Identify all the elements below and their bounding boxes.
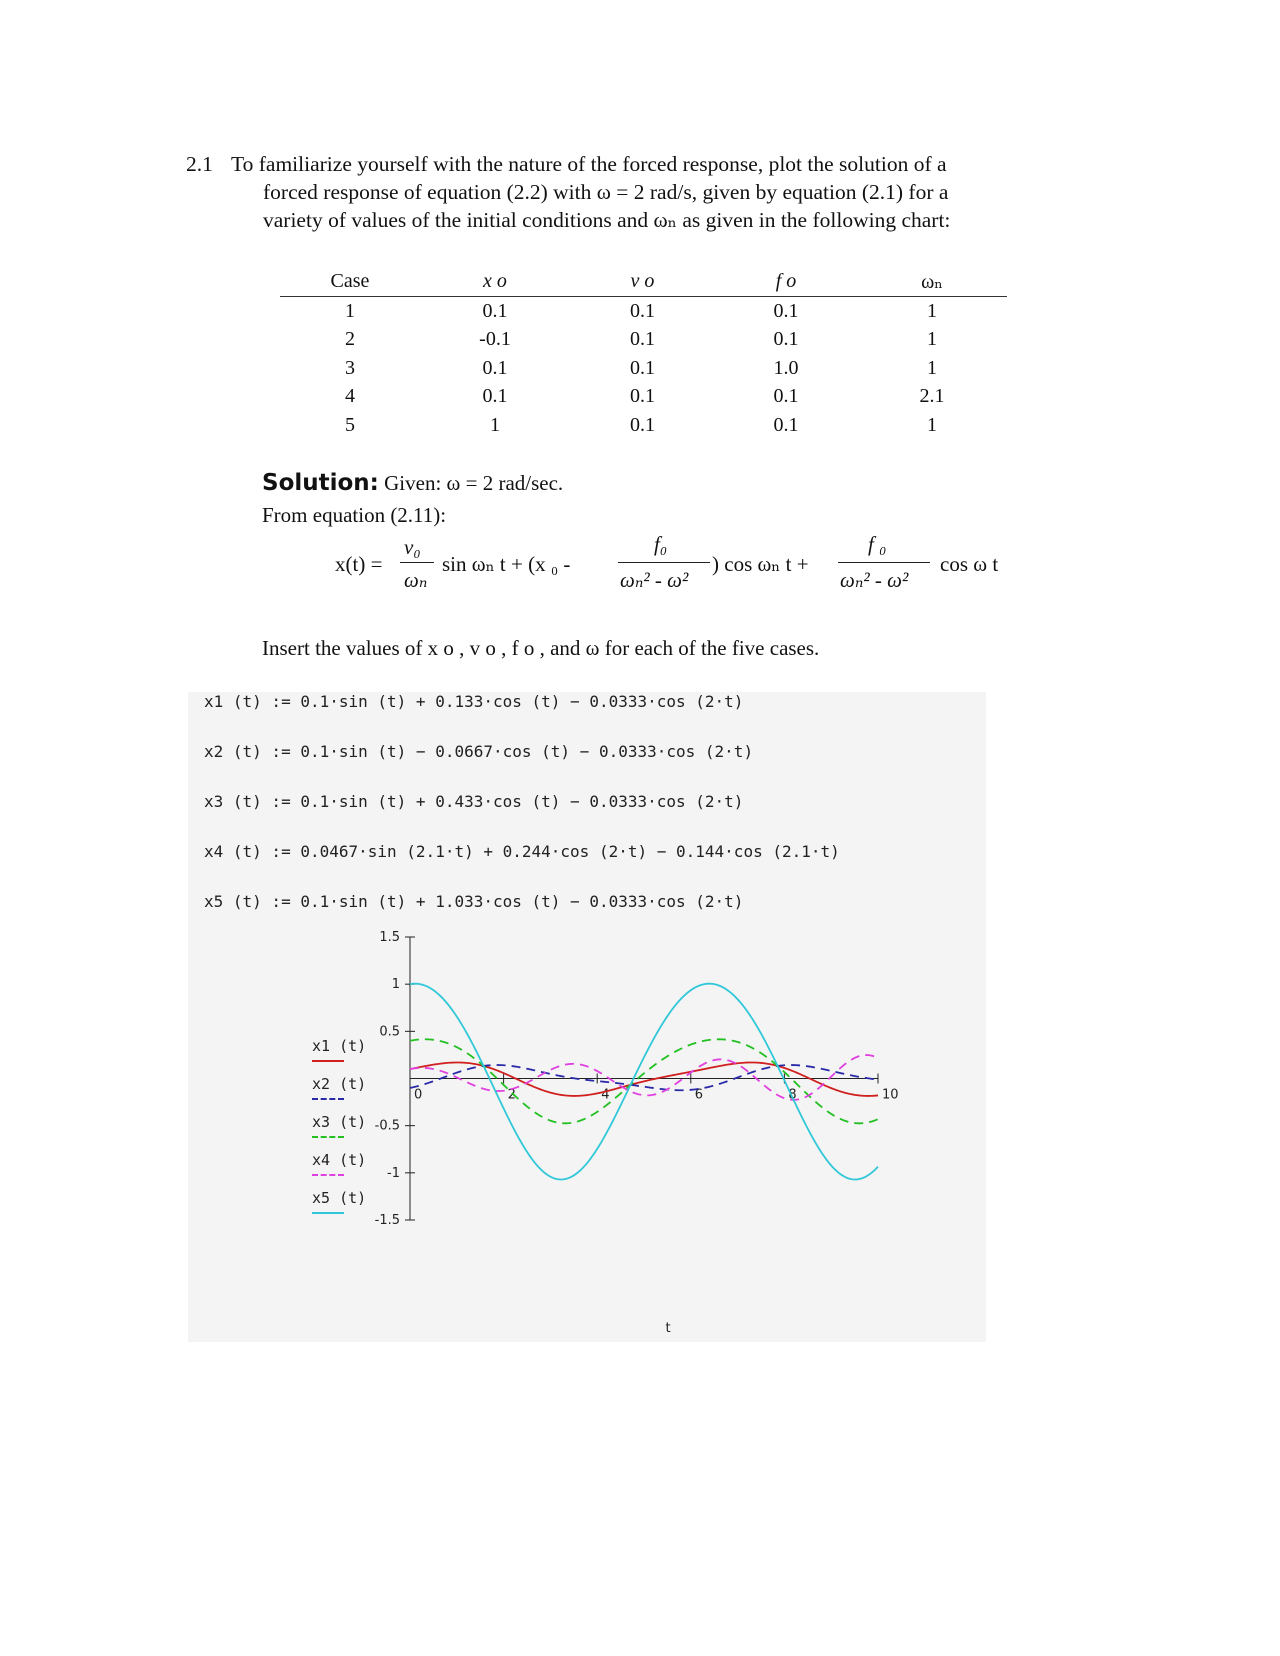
problem-line-3: variety of values of the initial conditions and ωₙ as given in the following chart: (263, 208, 951, 232)
y-tick-label: -1 (387, 1165, 400, 1181)
definition-x4: x4 (t) := 0.0467·sin (2.1·t) + 0.244·cos (2·t) − 0.144·cos (2.1·t) (204, 842, 840, 861)
cell-case: 5 (345, 413, 355, 436)
cell-omega-n: 1 (927, 328, 937, 351)
header-omega-n: ωₙ (857, 266, 1007, 297)
eq-den-3: ωₙ² - ω² (840, 568, 909, 592)
cell-f0: 1.0 (773, 356, 799, 379)
cell-v0: 0.1 (630, 385, 655, 408)
table-row (280, 383, 1007, 412)
header-v0: v o (570, 266, 715, 297)
cell-case: 3 (345, 356, 355, 379)
series-line-x1 (410, 1062, 878, 1095)
cell-v0: 0.1 (630, 413, 655, 436)
legend-label-x3: x3 (t) (312, 1113, 367, 1131)
table-header-row (280, 266, 1007, 297)
table-row (280, 297, 1007, 326)
legend-label-x5: x5 (t) (312, 1189, 367, 1207)
solution-label: Solution: (262, 470, 379, 496)
y-tick-label: -1.5 (374, 1213, 400, 1228)
cell-f0: 0.1 (773, 385, 799, 408)
cell-v0: 0.1 (630, 356, 655, 379)
problem-line-1: To familiarize yourself with the nature of the forced response, plot the solution of a (231, 152, 947, 176)
cell-case: 4 (345, 385, 355, 408)
cell-x0: 0.1 (482, 356, 508, 379)
eq-lhs: x(t) = (335, 552, 383, 576)
eq-fraction-bar (400, 562, 434, 563)
problem-number: 2.1 (186, 152, 213, 176)
y-tick-label: -0.5 (374, 1118, 400, 1134)
cell-omega-n: 2.1 (919, 385, 945, 408)
cell-omega-n: 1 (927, 356, 937, 379)
definition-x1: x1 (t) := 0.1·sin (t) + 0.133·cos (t) − 0.0333·cos (2·t) (204, 692, 744, 711)
cell-f0: 0.1 (773, 413, 799, 436)
cell-omega-n: 1 (927, 413, 937, 436)
cell-case: 2 (345, 328, 355, 351)
eq-num-f0-2: f ₀ (868, 532, 887, 556)
cell-f0: 0.1 (773, 299, 799, 322)
header-x0: x o (420, 266, 570, 297)
definition-x3: x3 (t) := 0.1·sin (t) + 0.433·cos (t) − 0.0333·cos (2·t) (204, 792, 744, 811)
legend-label-x1: x1 (t) (312, 1037, 367, 1055)
solution-line (262, 470, 563, 496)
eq-term-1: sin ωₙ t + (x ₀ - (442, 552, 571, 576)
from-equation: From equation (2.11): (262, 503, 447, 527)
cell-v0: 0.1 (630, 299, 655, 322)
eq-num-f0: f₀ (654, 532, 668, 556)
definition-x5: x5 (t) := 0.1·sin (t) + 1.033·cos (t) − 0.0333·cos (2·t) (204, 892, 744, 911)
cell-x0: 0.1 (482, 385, 508, 408)
header-case: Case (280, 266, 420, 297)
x-tick-label: 8 (788, 1087, 797, 1103)
eq-den-omega-n: ωₙ (404, 568, 428, 592)
definition-x2: x2 (t) := 0.1·sin (t) − 0.0667·cos (t) − 0.0333·cos (2·t) (204, 742, 754, 761)
legend-label-x4: x4 (t) (312, 1151, 367, 1169)
x-tick-label: 10 (882, 1087, 899, 1103)
table-row (280, 411, 1007, 440)
y-tick-label: 0.5 (379, 1024, 400, 1040)
x-tick-label: 4 (601, 1087, 610, 1103)
x-tick-label: 0 (414, 1087, 423, 1103)
y-tick-label: 1 (391, 977, 400, 993)
table-row (280, 326, 1007, 355)
x-axis-label: t (665, 1321, 671, 1336)
eq-fraction-bar (618, 562, 710, 563)
x-tick-label: 6 (694, 1087, 704, 1103)
eq-fraction-bar (838, 562, 930, 563)
problem-line-2: forced response of equation (2.2) with ω = 2 rad/s, given by equation (2.1) for a (263, 180, 949, 204)
eq-term-3: cos ω t (940, 552, 999, 576)
cases-table (280, 266, 1007, 440)
legend-label-x2: x2 (t) (312, 1075, 367, 1093)
table-row (280, 354, 1007, 383)
cell-case: 1 (345, 299, 355, 322)
cell-omega-n: 1 (927, 299, 937, 322)
y-tick-label: 1.5 (379, 930, 400, 945)
forced-response-plot (188, 692, 986, 1342)
eq-term-2: ) cos ωₙ t + (712, 552, 809, 576)
cell-v0: 0.1 (630, 328, 655, 351)
insert-instruction: Insert the values of x o , v o , f o , and ω for each of the five cases. (262, 636, 820, 660)
eq-den-2: ωₙ² - ω² (620, 568, 689, 592)
x-tick-label: 2 (507, 1087, 516, 1103)
cell-x0: 1 (490, 413, 500, 436)
cell-f0: 0.1 (773, 328, 799, 351)
mathcad-worksheet (188, 692, 986, 1342)
solution-given: Given: ω = 2 rad/sec. (384, 471, 564, 495)
header-f0: f o (715, 266, 857, 297)
cell-x0: -0.1 (479, 328, 511, 351)
eq-num-v0: v₀ (404, 535, 421, 559)
cell-x0: 0.1 (482, 299, 508, 322)
